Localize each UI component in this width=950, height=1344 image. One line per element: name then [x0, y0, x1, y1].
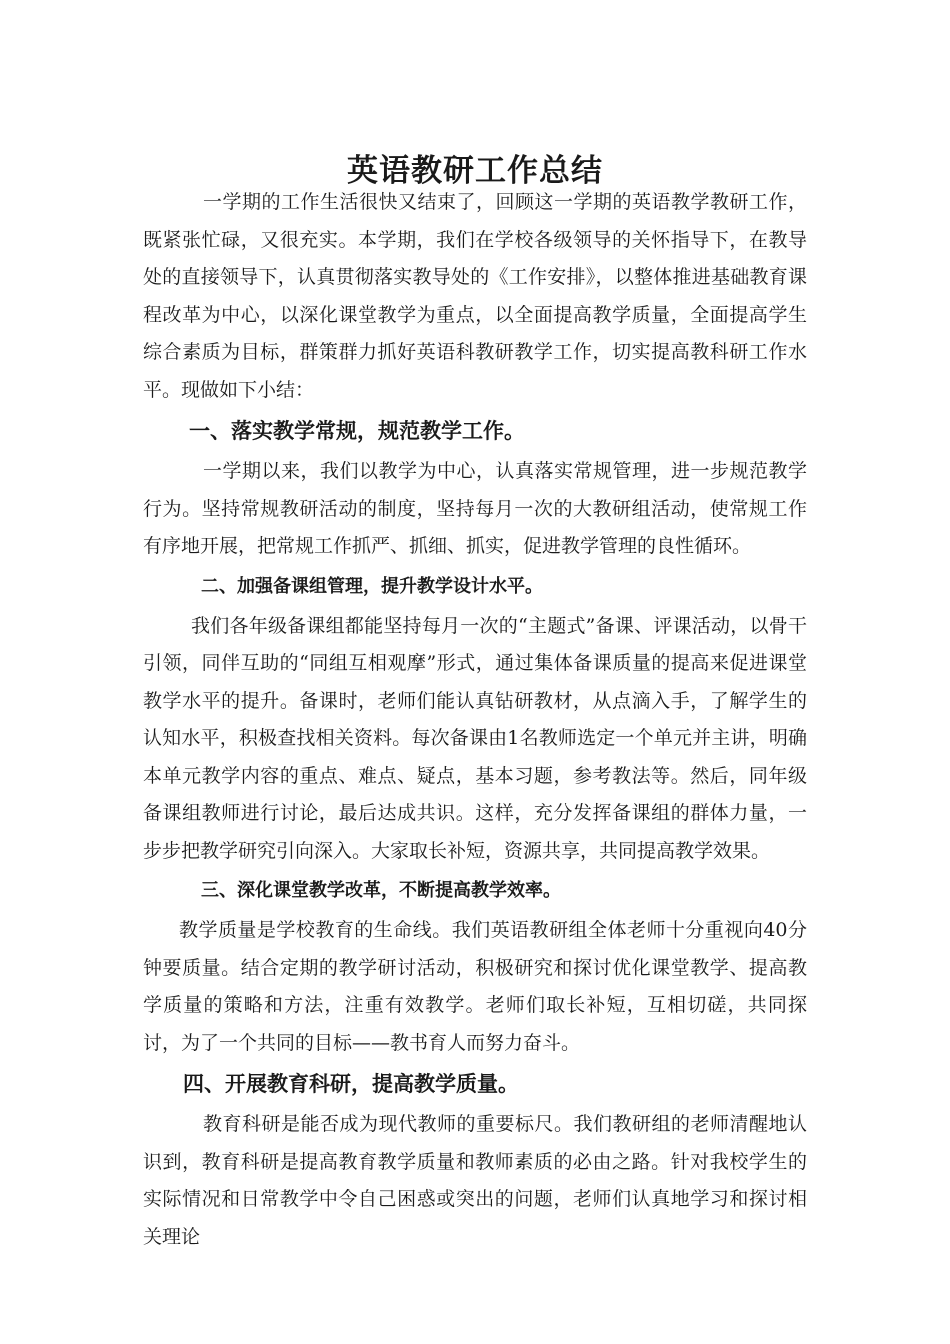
section-3-heading: 三、深化课堂教学改革，不断提高教学效率。 — [201, 880, 561, 901]
document-title: 英语教研工作总结 — [347, 152, 603, 189]
section-4-heading: 四、开展教育科研，提高教学质量。 — [183, 1071, 519, 1096]
document-body — [143, 184, 807, 1256]
intro-paragraph: 一学期的工作生活很快又结束了，回顾这一学期的英语教学教研工作，既紧张忙碌，又很充实。本学期，我们在学校各级领导的关怀指导下，在教导处的直接领导下，认真贯彻落实教导处的《工作安排》，以整体推进基础教育课程改革为中心，以深化课堂教学为重点，以全面提高教学质量，全面提高学生综合素质为目标，群策群力抓好英语科教研教学工作，切实提高教科研工作水平。现做如下小结： — [143, 191, 807, 401]
section-4-paragraph: 教育科研是能否成为现代教师的重要标尺。我们教研组的老师清醒地认识到，教育科研是提高教育教学质量和教师素质的必由之路。针对我校学生的实际情况和日常教学中令自己困惑或突出的问题，老师们认真地学习和探讨相关理论 — [143, 1113, 807, 1248]
section-3-paragraph: 教学质量是学校教育的生命线。我们英语教研组全体老师十分重视向40分钟要质量。结合定期的教学研讨活动，积极研究和探讨优化课堂教学、提高教学质量的策略和方法，注重有效教学。老师们取长补短，互相切磋，共同探讨，为了一个共同的目标——教书育人而努力奋斗。 — [143, 919, 807, 1054]
section-1-heading: 一、落实教学常规，规范教学工作。 — [189, 418, 525, 443]
section-1-paragraph: 一学期以来，我们以教学为中心，认真落实常规管理，进一步规范教学行为。坚持常规教研活动的制度，坚持每月一次的大教研组活动，使常规工作有序地开展，把常规工作抓严、抓细、抓实，促进教学管理的良性循环。 — [143, 460, 807, 557]
section-2-heading: 二、加强备课组管理，提升教学设计水平。 — [201, 575, 543, 597]
section-2-paragraph: 我们各年级备课组都能坚持每月一次的“主题式”备课、评课活动，以骨干引领，同伴互助的“同组互相观摩”形式，通过集体备课质量的提高来促进课堂教学水平的提升。备课时，老师们能认真钻研教材，从点滴入手，了解学生的认知水平，积极查找相关资料。每次备课由1名教师选定一个单元并主讲，明确本单元教学内容的重点、难点、疑点，基本习题，参考教法等。然后，同年级备课组教师进行讨论，最后达成共识。这样，充分发挥备课组的群体力量，一步步把教学研究引向深入。大家取长补短，资源共享，共同提高教学效果。 — [143, 614, 807, 862]
